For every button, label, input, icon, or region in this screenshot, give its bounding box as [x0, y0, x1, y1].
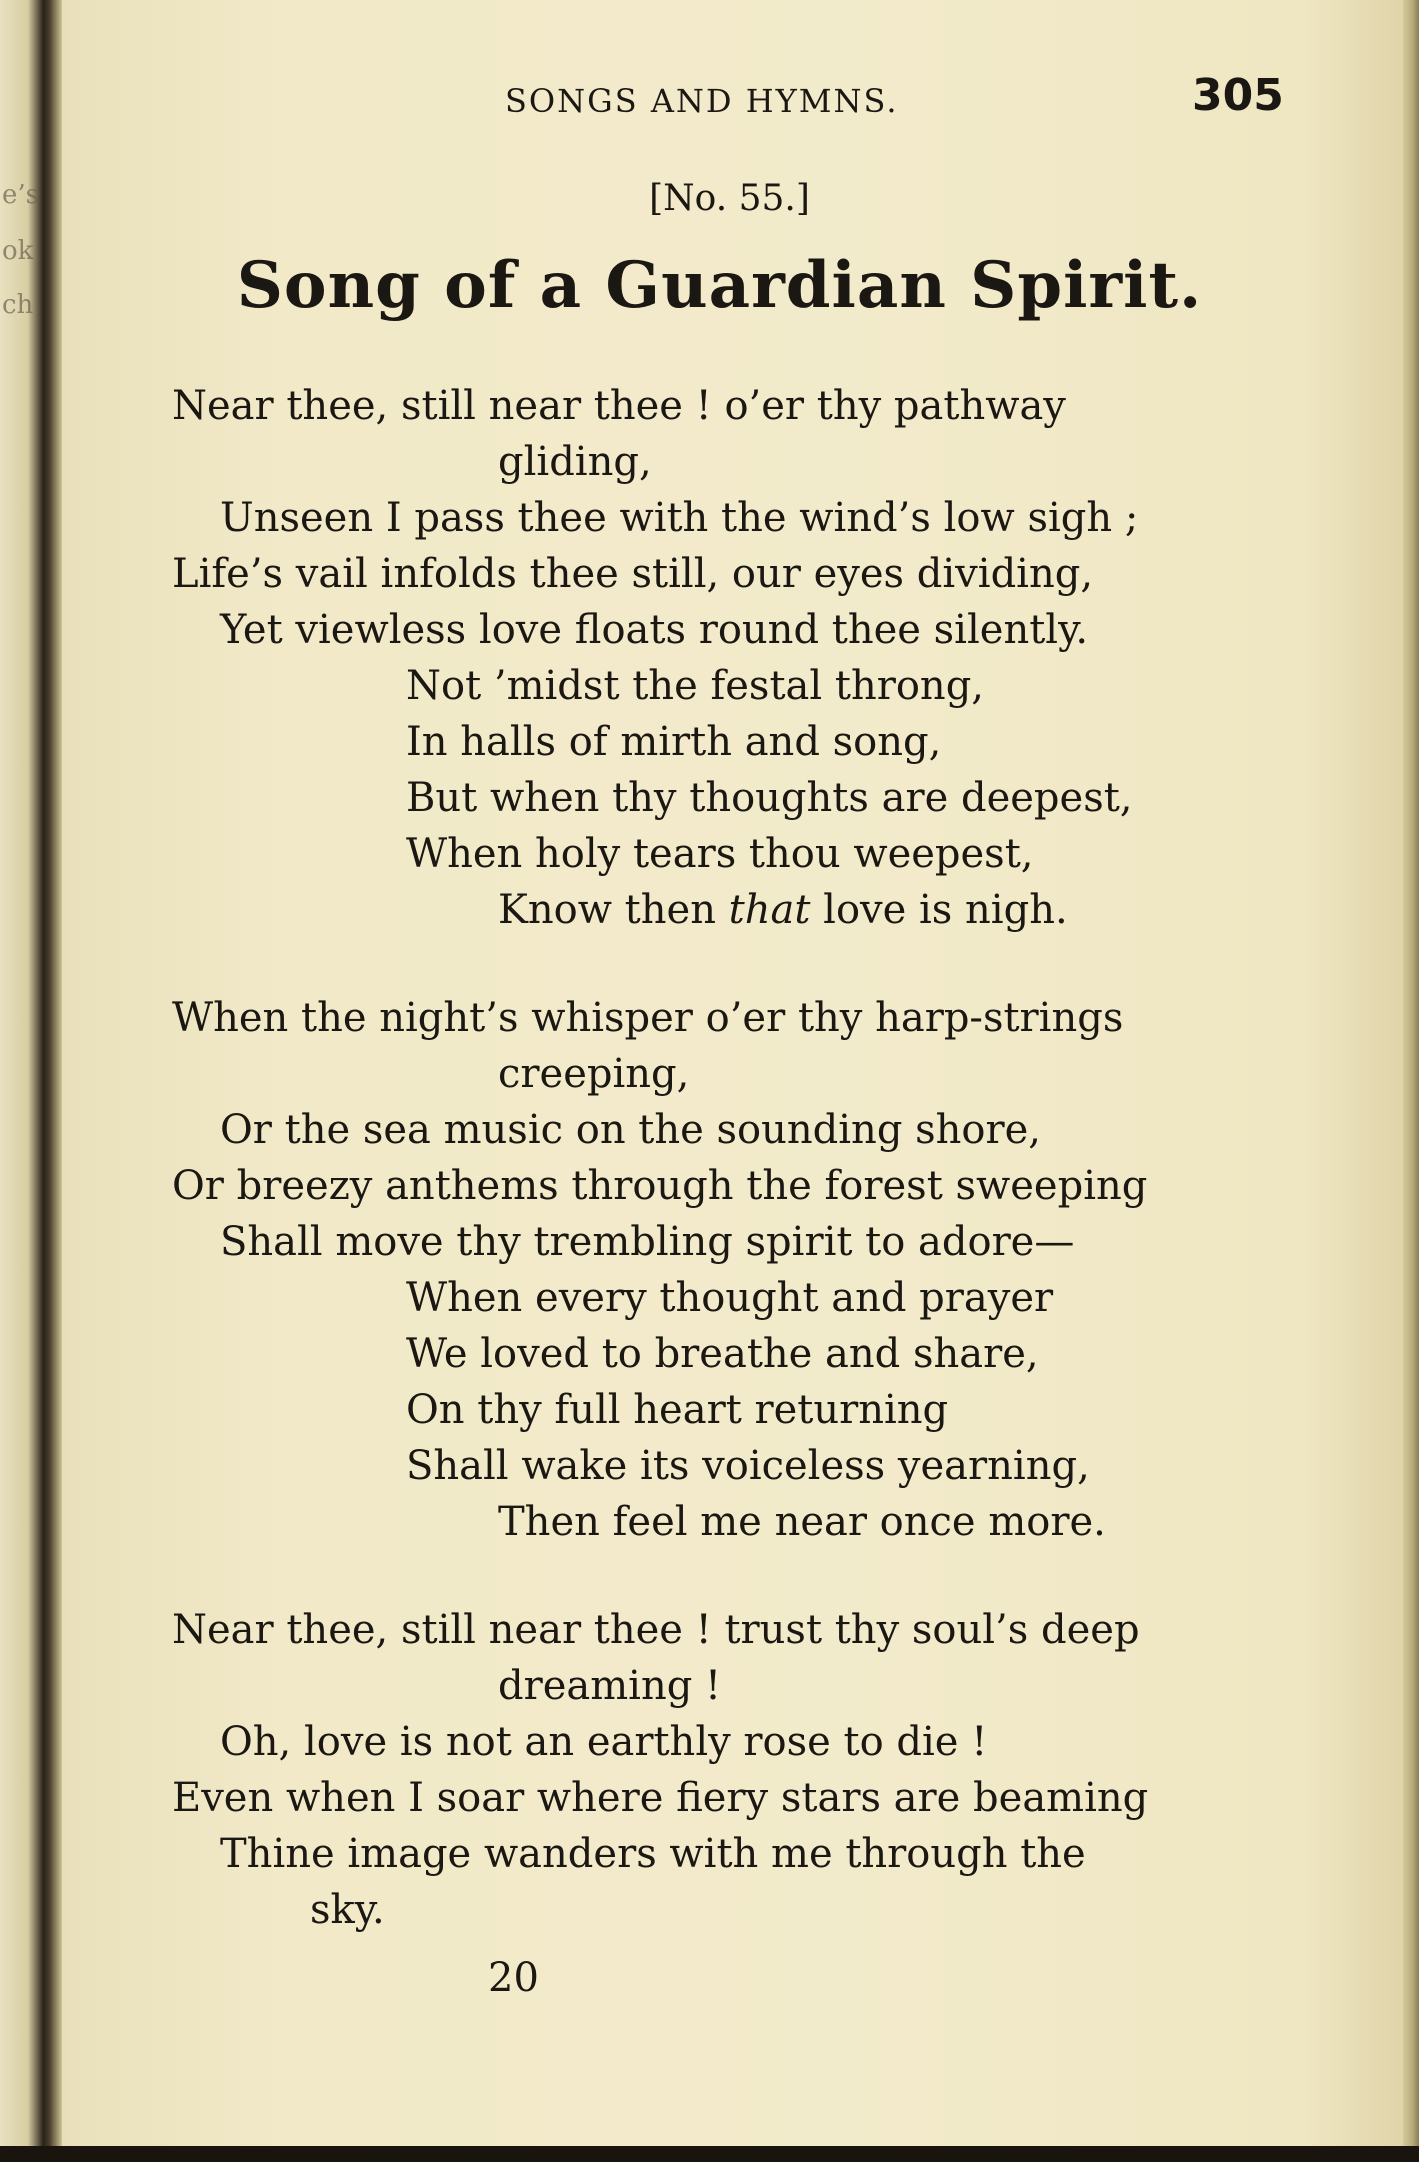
gutter-mark: ok: [2, 236, 34, 266]
running-head: SONGS AND HYMNS.: [505, 82, 899, 120]
poem-line: When holy tears thou weepest,: [406, 831, 1034, 877]
poem-line: dreaming !: [498, 1663, 722, 1709]
poem-line: Not ’midst the festal throng,: [406, 663, 985, 709]
poem-line: Know then that love is nigh.: [498, 887, 1068, 933]
page-bottom-edge: [0, 2146, 1419, 2162]
poem-line: Even when I soar where fiery stars are beaming: [172, 1775, 1149, 1821]
signature-number: 20: [488, 1955, 539, 2001]
poem-line: On thy full heart returning: [406, 1387, 949, 1433]
page-edge: [1403, 0, 1419, 2162]
poem-line: Shall move thy trembling spirit to adore—: [220, 1219, 1075, 1265]
page-header: [0, 70, 1419, 130]
poem-line: But when thy thoughts are deepest,: [406, 775, 1133, 821]
poem-line: Near thee, still near thee ! trust thy soul’s deep: [172, 1607, 1140, 1653]
poem-line: Unseen I pass thee with the wind’s low sigh ;: [220, 495, 1139, 541]
poem-line: gliding,: [498, 439, 652, 485]
gutter-mark: e’s: [2, 180, 39, 210]
page-number: 305: [1192, 70, 1284, 121]
binding-gutter: [0, 0, 62, 2162]
poem-line: Or breezy anthems through the forest sweeping: [172, 1163, 1148, 1209]
gutter-mark: ch: [2, 290, 34, 320]
poem-line: sky.: [310, 1887, 385, 1933]
poem-line: Or the sea music on the sounding shore,: [220, 1107, 1042, 1153]
poem-line: In halls of mirth and song,: [406, 719, 942, 765]
poem-line: Oh, love is not an earthly rose to die !: [220, 1719, 988, 1765]
poem-line: Shall wake its voiceless yearning,: [406, 1443, 1090, 1489]
poem-line: Life’s vail infolds thee still, our eyes dividing,: [172, 551, 1094, 597]
poem-line: When the night’s whisper o’er thy harp-strings: [172, 995, 1124, 1041]
poem-line: Near thee, still near thee ! o’er thy pathway: [172, 383, 1066, 429]
poem-line: We loved to breathe and share,: [406, 1331, 1039, 1377]
hymn-number: [No. 55.]: [649, 178, 810, 219]
poem-line: Yet viewless love floats round thee silently.: [220, 607, 1089, 653]
hymn-title: Song of a Guardian Spirit.: [236, 248, 1203, 323]
poem-line: creeping,: [498, 1051, 690, 1097]
poem-line: Thine image wanders with me through the: [220, 1831, 1086, 1877]
poem-line: Then feel me near once more.: [498, 1499, 1106, 1545]
poem-line: When every thought and prayer: [406, 1275, 1054, 1321]
